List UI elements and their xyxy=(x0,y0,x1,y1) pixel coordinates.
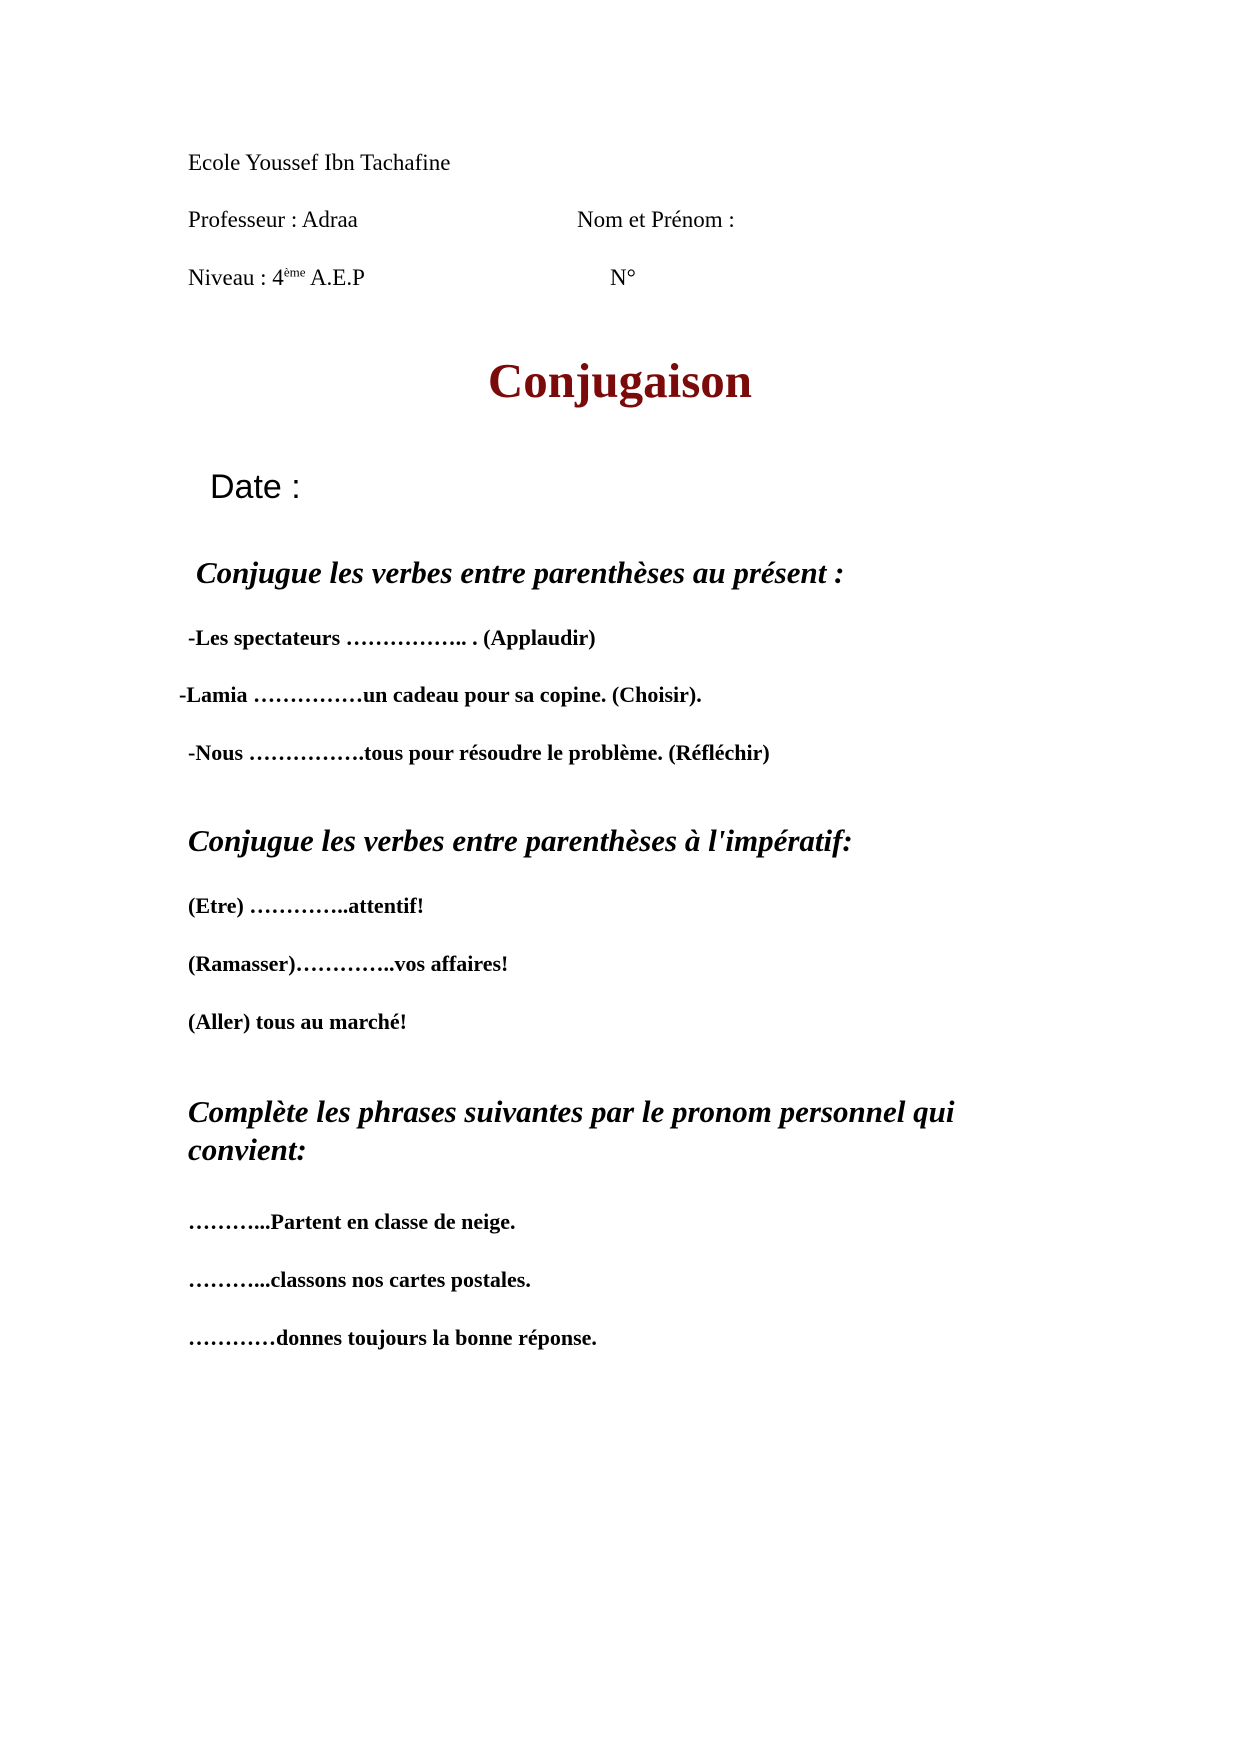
page-title: Conjugaison xyxy=(487,353,753,408)
teacher-label: Professeur : Adraa xyxy=(188,207,358,232)
exercise-item: -Les spectateurs …………….. . (Applaudir) xyxy=(188,625,596,650)
exercise-item: (Etre) …………..attentif! xyxy=(188,893,425,918)
exercise-item: ………...Partent en classe de neige. xyxy=(188,1209,516,1234)
level-superscript: ème xyxy=(283,264,306,280)
level-prefix: Niveau : 4 xyxy=(188,265,284,290)
level-suffix: A.E.P xyxy=(305,265,365,290)
section-heading-present: Conjugue les verbes entre parenthèses au présent : xyxy=(196,555,845,590)
section-heading-pronouns-cont: convient: xyxy=(188,1132,307,1167)
school-name: Ecole Youssef Ibn Tachafine xyxy=(188,150,451,175)
exercise-item: -Nous …………….tous pour résoudre le problème. (Réfléchir) xyxy=(188,740,770,765)
exercise-item: …………donnes toujours la bonne réponse. xyxy=(188,1325,597,1350)
exercise-item: -Lamia ……………un cadeau pour sa copine. (Choisir). xyxy=(179,682,702,707)
section-heading-pronouns: Complète les phrases suivantes par le pronom personnel qui xyxy=(188,1094,955,1129)
exercise-item: ………...classons nos cartes postales. xyxy=(188,1267,531,1292)
student-number-label: N° xyxy=(610,265,636,290)
exercise-item: (Aller) tous au marché! xyxy=(188,1009,407,1034)
date-label: Date : xyxy=(210,468,301,506)
exercise-item: (Ramasser)…………..vos affaires! xyxy=(188,951,509,976)
student-name-label: Nom et Prénom : xyxy=(577,207,735,232)
level-label xyxy=(188,265,365,291)
section-heading-imperative: Conjugue les verbes entre parenthèses à l'impératif: xyxy=(188,823,853,858)
